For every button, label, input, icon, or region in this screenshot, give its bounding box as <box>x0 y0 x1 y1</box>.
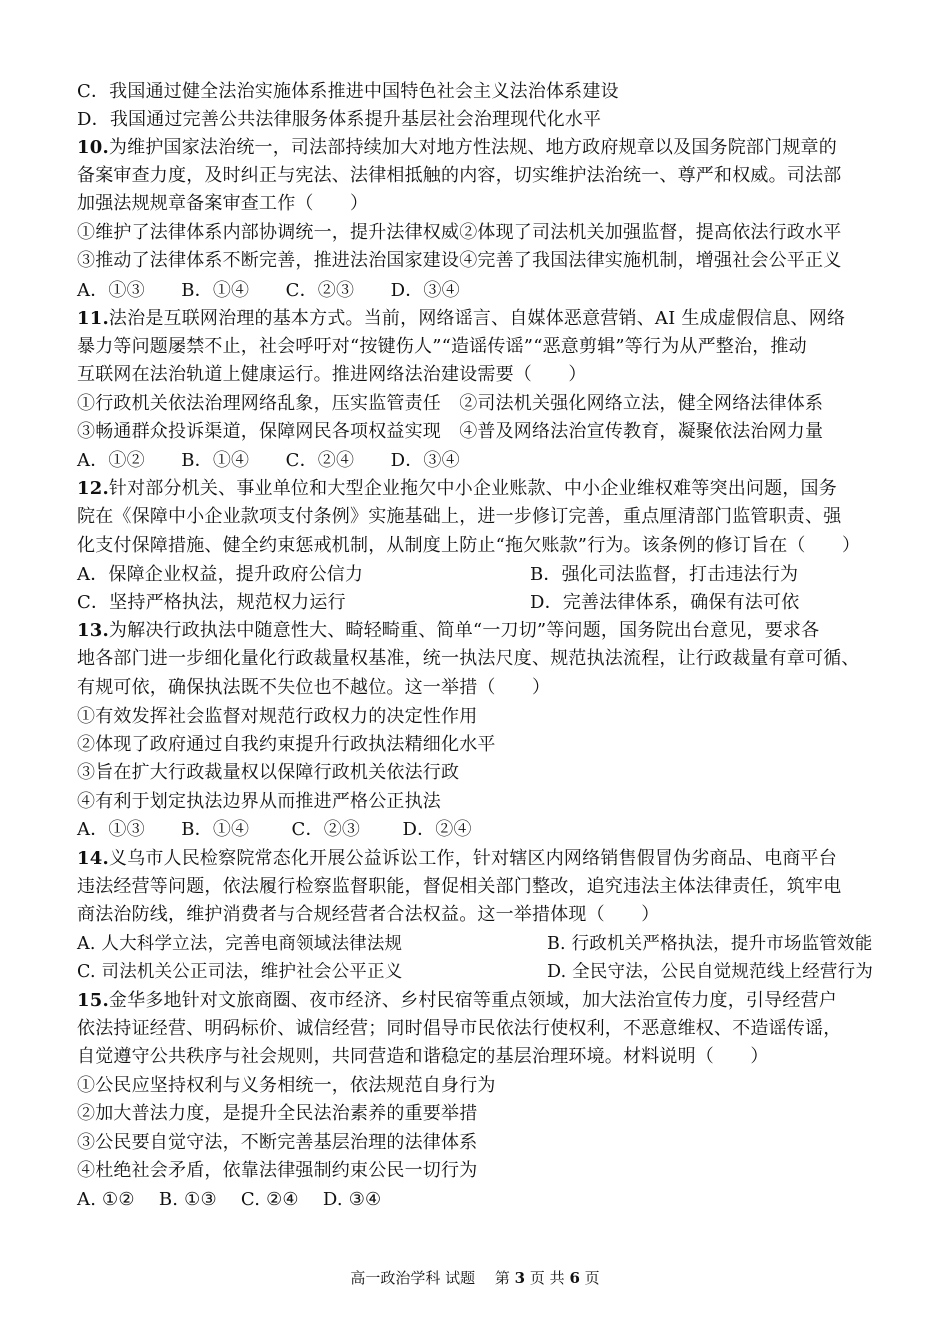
page-footer <box>0 1267 950 1288</box>
footer-page-suffix: 页 <box>584 1269 600 1287</box>
q15-statement-4: ④杜绝社会矛盾，依靠法律强制约束公民一切行为 <box>77 1160 478 1181</box>
q12-stem-line-3: 化支付保障措施、健全约束惩戒机制，从制度上防止“拖欠账款”行为。该条例的修订旨在（ ） <box>77 535 861 556</box>
q11-stem-line-2: 暴力等问题屡禁不止，社会呼吁对“按键伤人”“造谣传谣”“恶意剪辑”等行为从严整治，推动 <box>77 336 807 357</box>
q13-statement-3: ③旨在扩大行政裁量权以保障行政机关依法行政 <box>77 762 460 783</box>
q15-options: A. ①② B. ①③ C. ②④ D. ③④ <box>77 1189 382 1210</box>
q10-statements-line-1: ①维护了法律体系内部协调统一，提升法律权威②体现了司法机关加强监督，提高依法行政水平 <box>77 222 842 243</box>
q10-stem-line-2: 备案审查力度，及时纠正与宪法、法律相抵触的内容，切实维护法治统一、尊严和权威。司法部 <box>77 165 842 186</box>
q12-option-c: C．坚持严格执法，规范权力运行 <box>77 592 346 613</box>
q10-stem-line-1: 10.为维护国家法治统一，司法部持续加大对地方性法规、地方政府规章以及国务院部门规章的 <box>77 137 837 158</box>
q9-option-c: C．我国通过健全法治实施体系推进中国特色社会主义法治体系建设 <box>77 81 619 102</box>
q13-stem-line-3: 有规可依，确保执法既不失位也不越位。这一举措（ ） <box>77 677 551 698</box>
q11-options: A．①② B．①④ C．②④ D．③④ <box>77 450 460 471</box>
q15-stem-line-3: 自觉遵守公共秩序与社会规则，共同营造和谐稳定的基层治理环境。材料说明（ ） <box>77 1046 769 1067</box>
q13-options: A．①③ B．①④ C．②③ D．②④ <box>77 819 472 840</box>
footer-subject: 高一政治学科 试题 <box>350 1269 476 1287</box>
q11-statements-line-2: ③畅通群众投诉渠道，保障网民各项权益实现 ④普及网络法治宣传教育，凝聚依法治网力量 <box>77 421 824 442</box>
q11-stem-line-1: 11.法治是互联网治理的基本方式。当前，网络谣言、自媒体恶意营销、AI 生成虚假信息、网络 <box>77 308 846 329</box>
q14-number: 14. <box>77 848 109 869</box>
q13-stem-line-1: 13.为解决行政执法中随意性大、畸轻畸重、简单“一刀切”等问题，国务院出台意见，要求各 <box>77 620 820 641</box>
q12-option-a: A．保障企业权益，提升政府公信力 <box>77 564 364 585</box>
q10-options: A．①③ B．①④ C．②③ D．③④ <box>77 280 460 301</box>
q12-stem-line-2: 院在《保障中小企业款项支付条例》实施基础上，进一步修订完善，重点厘清部门监管职责、强 <box>77 506 842 527</box>
q11-stem-line-3: 互联网在法治轨道上健康运行。推进网络法治建设需要（ ） <box>77 364 587 385</box>
q10-statements-line-2: ③推动了法律体系不断完善，推进法治国家建设④完善了我国法律实施机制，增强社会公平正义 <box>77 250 842 271</box>
q12-options-row-2 <box>77 589 800 617</box>
q9-option-d: D．我国通过完善公共法律服务体系提升基层社会治理现代化水平 <box>77 109 602 130</box>
q13-statement-1: ①有效发挥社会监督对规范行政权力的决定性作用 <box>77 706 478 727</box>
footer-page-mid: 页 共 <box>529 1269 565 1287</box>
q14-stem-line-2: 违法经营等问题，依法履行检察监督职能，督促相关部门整改，追究违法主体法律责任，筑牢电 <box>77 876 842 897</box>
q12-number: 12. <box>77 478 109 499</box>
q13-statement-4: ④有利于划定执法边界从而推进严格公正执法 <box>77 791 441 812</box>
q15-statement-2: ②加大普法力度，是提升全民法治素养的重要举措 <box>77 1103 478 1124</box>
footer-page-prefix: 第 <box>494 1269 510 1287</box>
q14-stem-line-3: 商法治防线，维护消费者与合规经营者合法权益。这一举措体现（ ） <box>77 904 660 925</box>
q15-number: 15. <box>77 990 109 1011</box>
q11-statements-line-1: ①行政机关依法治理网络乱象，压实监管责任 ②司法机关强化网络立法，健全网络法律体系 <box>77 393 824 414</box>
q10-stem-line-3: 加强法规规章备案审查工作（ ） <box>77 193 369 214</box>
q14-stem-line-1: 14.义乌市人民检察院常态化开展公益诉讼工作，针对辖区内网络销售假冒伪劣商品、电商平台 <box>77 848 837 869</box>
q13-stem-line-2: 地各部门进一步细化量化行政裁量权基准，统一执法尺度、规范执法流程，让行政裁量有章可循、 <box>77 648 860 669</box>
q14-option-a: A. 人大科学立法，完善电商领域法律法规 <box>77 934 403 954</box>
q11-number: 11. <box>77 308 109 329</box>
q14-option-c: C. 司法机关公正司法，维护社会公平正义 <box>77 962 403 982</box>
q14-option-b: B. 行政机关严格执法，提升市场监管效能 <box>547 934 873 954</box>
q13-statement-2: ②体现了政府通过自我约束提升行政执法精细化水平 <box>77 734 496 755</box>
q13-number: 13. <box>77 620 109 641</box>
q15-stem-line-2: 依法持证经营、明码标价、诚信经营；同时倡导市民依法行使权利，不恶意维权、不造谣传谣， <box>77 1018 842 1039</box>
q14-option-d: D. 全民守法，公民自觉规范线上经营行为 <box>547 962 874 982</box>
q15-statement-3: ③公民要自觉守法，不断完善基层治理的法律体系 <box>77 1132 478 1153</box>
q14-options-row-2 <box>77 958 874 986</box>
q15-stem-line-1: 15.金华多地针对文旅商圈、夜市经济、乡村民宿等重点领域，加大法治宣传力度，引导经营户 <box>77 990 837 1011</box>
q14-options-row-1 <box>77 930 873 958</box>
q12-option-b: B．强化司法监督，打击违法行为 <box>530 564 799 585</box>
footer-page-total: 6 <box>569 1269 580 1287</box>
q15-statement-1: ①公民应坚持权利与义务相统一，依法规范自身行为 <box>77 1075 496 1096</box>
q10-number: 10. <box>77 137 109 158</box>
q12-options-row-1 <box>77 561 799 589</box>
q12-option-d: D．完善法律体系，确保有法可依 <box>530 592 800 613</box>
q12-stem-line-1: 12.针对部分机关、事业单位和大型企业拖欠中小企业账款、中小企业维权难等突出问题，国务 <box>77 478 837 499</box>
footer-page-current: 3 <box>514 1269 526 1287</box>
